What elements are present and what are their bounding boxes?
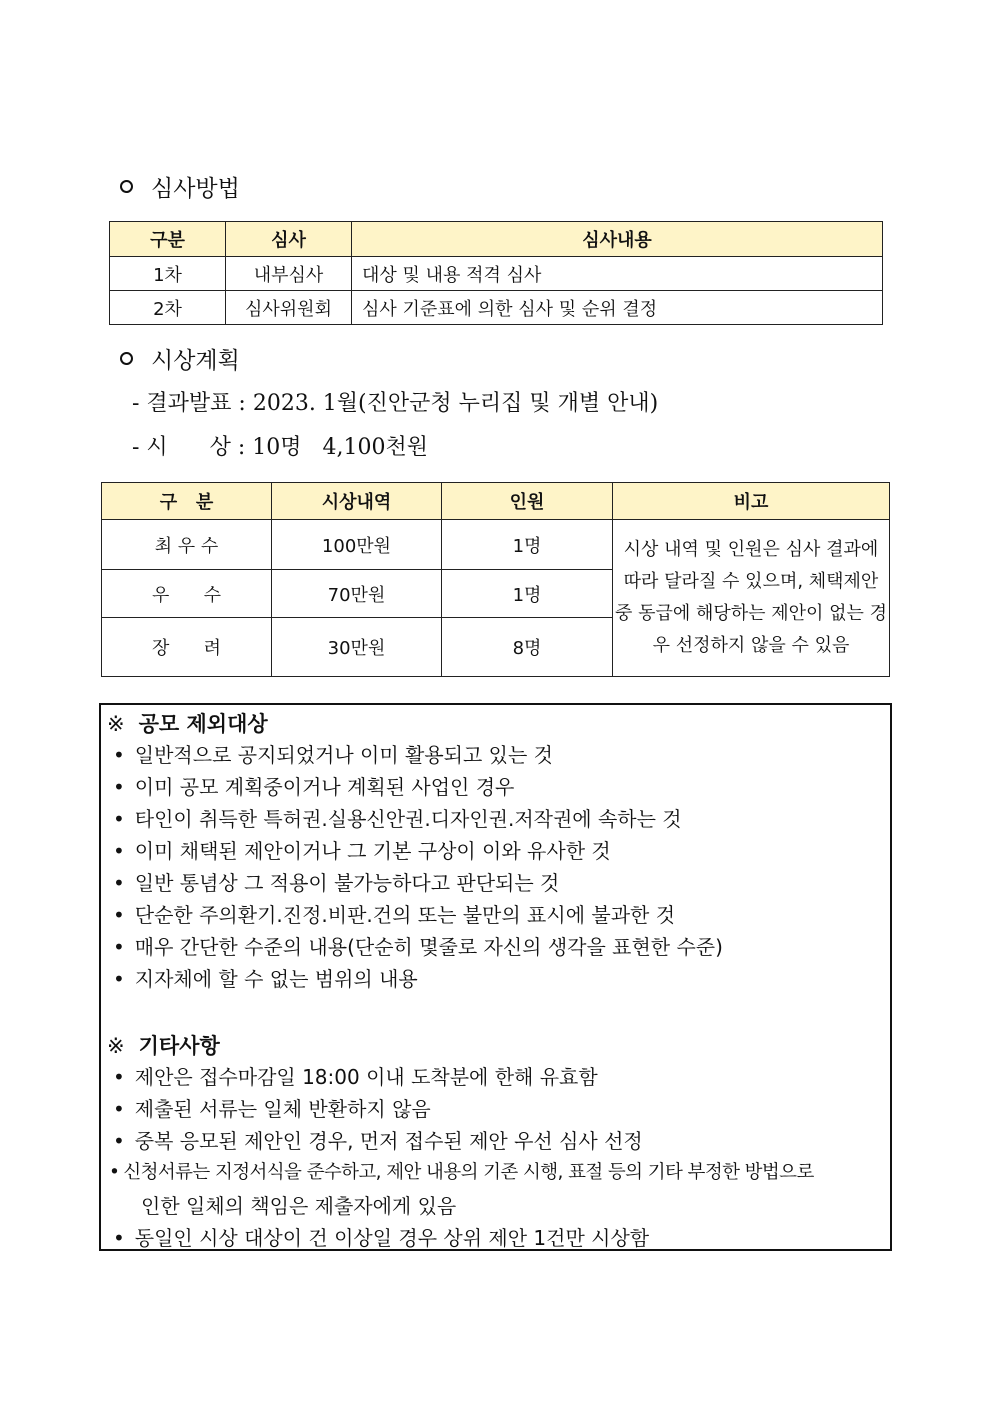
column-header: 구 분 bbox=[102, 483, 272, 520]
table-row bbox=[102, 520, 890, 570]
column-header: 인원 bbox=[442, 483, 613, 520]
type-cell: 내부심사 bbox=[226, 257, 352, 291]
note-cell: 시상 내역 및 인원은 심사 결과에 따라 달라질 수 있으며, 체택제안 중 동급에 해당하는 제안이 없는 경우 선정하지 않을 수 있음 bbox=[613, 520, 890, 677]
award-section-title: 시상계획 bbox=[120, 342, 240, 375]
list-item: • 이미 채택된 제안이거나 그 기본 구상이 이와 유사한 것 bbox=[113, 839, 611, 863]
count-cell: 8명 bbox=[442, 618, 613, 677]
review-section-title: 심사방법 bbox=[120, 170, 240, 203]
type-cell: 심사위원회 bbox=[226, 291, 352, 325]
list-item: • 신청서류는 지정서식을 준수하고, 제안 내용의 기존 시행, 표절 등의 기타 부정한 방법으로 bbox=[109, 1162, 814, 1183]
table-header-row bbox=[102, 483, 890, 520]
review-method-table bbox=[109, 221, 883, 325]
grade-cell: 우 수 bbox=[102, 570, 272, 618]
stage-cell: 1차 bbox=[110, 257, 226, 291]
content-cell: 대상 및 내용 적격 심사 bbox=[352, 257, 883, 291]
list-item: • 제안은 접수마감일 18:00 이내 도착분에 한해 유효함 bbox=[113, 1065, 598, 1089]
column-header: 비고 bbox=[613, 483, 890, 520]
list-item: • 동일인 시상 대상이 건 이상일 경우 상위 제안 1건만 시상함 bbox=[113, 1226, 650, 1250]
table-row bbox=[110, 291, 883, 325]
column-header: 심사내용 bbox=[352, 222, 883, 257]
list-item: • 중복 응모된 제안인 경우, 먼저 접수된 제안 우선 심사 선정 bbox=[113, 1129, 643, 1153]
list-item: • 일반적으로 공지되었거나 이미 활용되고 있는 것 bbox=[113, 743, 553, 767]
reference-mark-icon: ※ bbox=[107, 1034, 125, 1058]
prize-summary-line: - 시 상 : 10명 4,100천원 bbox=[132, 435, 428, 460]
circle-bullet-icon bbox=[120, 180, 133, 193]
other-heading: ※ 기타사항 bbox=[107, 1034, 220, 1058]
amount-cell: 70만원 bbox=[272, 570, 442, 618]
list-item: • 이미 공모 계획중이거나 계획된 사업인 경우 bbox=[113, 775, 515, 799]
amount-cell: 30만원 bbox=[272, 618, 442, 677]
table-row bbox=[110, 257, 883, 291]
grade-cell: 최 우 수 bbox=[102, 520, 272, 570]
count-cell: 1명 bbox=[442, 520, 613, 570]
circle-bullet-icon bbox=[120, 352, 133, 365]
grade-cell: 장 려 bbox=[102, 618, 272, 677]
exclusions-heading: ※ 공모 제외대상 bbox=[107, 712, 268, 736]
announce-line: - 결과발표 : 2023. 1월(진안군청 누리집 및 개별 안내) bbox=[132, 391, 659, 416]
amount-cell: 100만원 bbox=[272, 520, 442, 570]
count-cell: 1명 bbox=[442, 570, 613, 618]
list-item: • 단순한 주의환기.진정.비판.건의 또는 불만의 표시에 불과한 것 bbox=[113, 903, 676, 927]
column-header: 구분 bbox=[110, 222, 226, 257]
column-header: 심사 bbox=[226, 222, 352, 257]
column-header: 시상내역 bbox=[272, 483, 442, 520]
list-item: • 일반 통념상 그 적용이 불가능하다고 판단되는 것 bbox=[113, 871, 560, 895]
prize-table bbox=[101, 482, 890, 677]
list-item: • 매우 간단한 수준의 내용(단순히 몇줄로 자신의 생각을 표현한 수준) bbox=[113, 935, 723, 959]
list-item: • 지자체에 할 수 없는 범위의 내용 bbox=[113, 967, 418, 991]
content-cell: 심사 기준표에 의한 심사 및 순위 결정 bbox=[352, 291, 883, 325]
reference-mark-icon: ※ bbox=[107, 712, 125, 736]
table-header-row bbox=[110, 222, 883, 257]
stage-cell: 2차 bbox=[110, 291, 226, 325]
notice-box bbox=[99, 703, 892, 1251]
list-item: • 타인이 취득한 특허권.실용신안권.디자인권.저작권에 속하는 것 bbox=[113, 807, 682, 831]
list-item: • 제출된 서류는 일체 반환하지 않음 bbox=[113, 1097, 431, 1121]
list-item-continuation: 인한 일체의 책임은 제출자에게 있음 bbox=[141, 1194, 457, 1218]
